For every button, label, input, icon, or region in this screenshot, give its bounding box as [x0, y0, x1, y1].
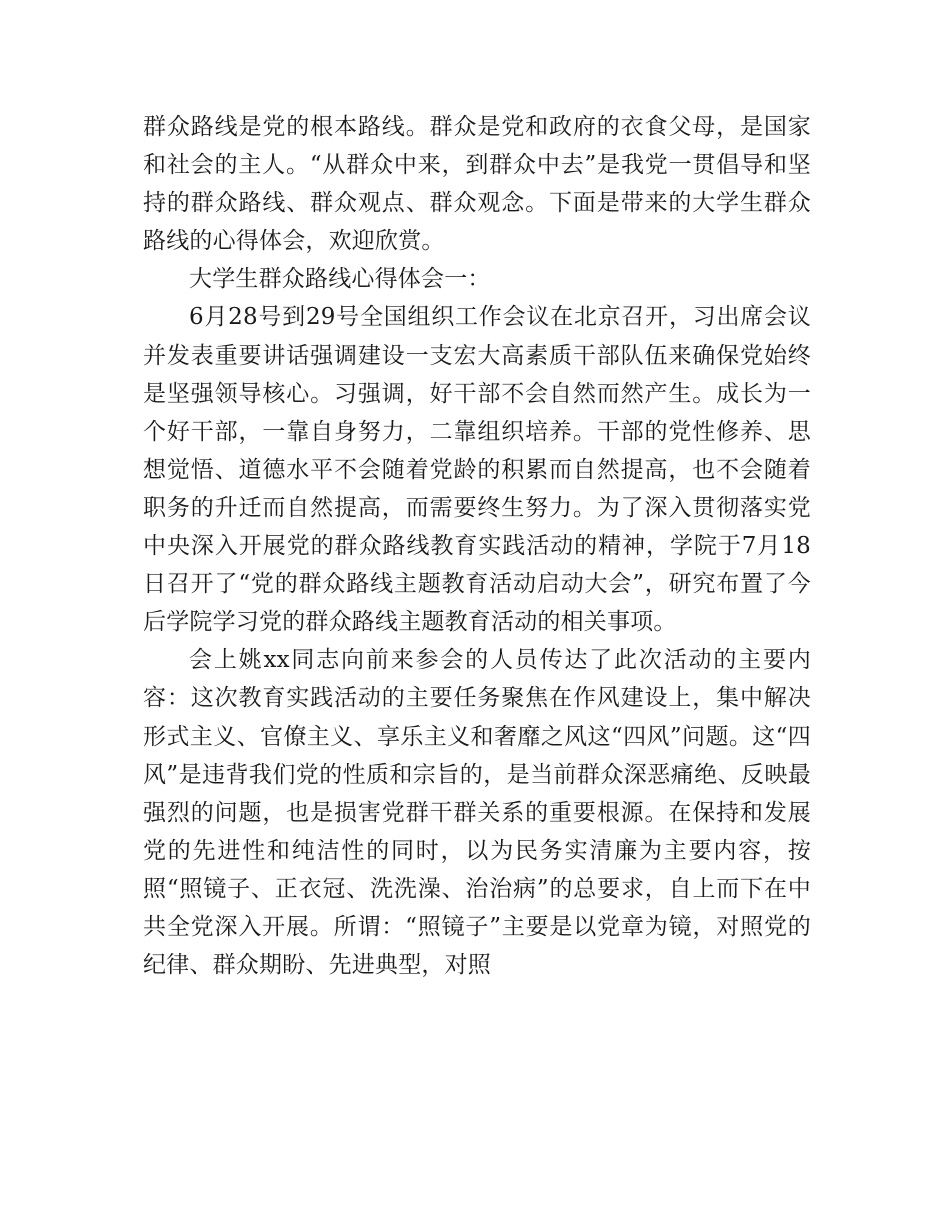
- intro-paragraph: 群众路线是党的根本路线。群众是党和政府的衣食父母，是国家和社会的主人。“从群众中来，到群众中去”是我党一贯倡导和坚持的群众路线、群众观点、群众观念。下面是带来的大学生群众路线的心得体会，欢迎欣赏。: [143, 114, 811, 255]
- body-paragraph-content: 会上姚xx同志向前来参会的人员传达了此次活动的主要内容：这次教育实践活动的主要任务聚焦在作风建设上，集中解决形式主义、官僚主义、享乐主义和奢靡之风这“四风”问题。这“四风”是违背我们党的性质和宗旨的，是当前群众深恶痛绝、反映最强烈的问题，也是损害党群干群关系的重要根源。在保持和发展党的先进性和纯洁性的同时，以为民务实清廉为主要内容，按照“照镜子、正衣冠、洗洗澡、治治病”的总要求，自上而下在中共全党深入开展。所谓：“照镜子”主要是以党章为镜，对照党的纪律、群众期盼、先进典型，对照: [143, 647, 811, 979]
- section-heading: 大学生群众路线心得体会一：: [189, 266, 491, 293]
- document-body: [143, 108, 811, 984]
- body-paragraph-meeting: 6月28号到29号全国组织工作会议在北京召开，习出席会议并发表重要讲话强调建设一支宏大高素质干部队伍来确保党始终是坚强领导核心。习强调，好干部不会自然而然产生。成长为一个好干部，一靠自身努力，二靠组织培养。干部的党性修养、思想觉悟、道德水平不会随着党龄的积累而自然提高，也不会随着职务的升迁而自然提高，而需要终生努力。为了深入贯彻落实党中央深入开展党的群众路线教育实践活动的精神，学院于7月18日召开了“党的群众路线主题教育活动启动大会”，研究布置了今后学院学习党的群众路线主题教育活动的相关事项。: [143, 304, 811, 636]
